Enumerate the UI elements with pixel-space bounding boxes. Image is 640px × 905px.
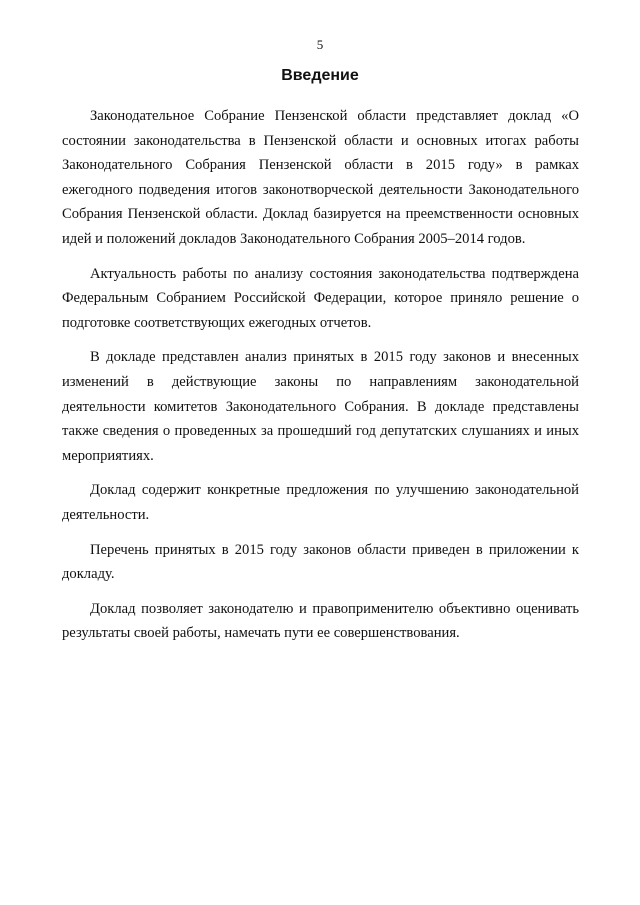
page-number: 5 [316, 37, 324, 52]
paragraph: Доклад позволяет законодателю и правоприменителю объективно оценивать результаты своей работы, намечать пути ее совершенствования. [62, 600, 579, 642]
paragraph: Перечень принятых в 2015 году законов области приведен в приложении к докладу. [62, 541, 579, 583]
document-body [62, 104, 579, 656]
paragraph: Законодательное Собрание Пензенской области представляет доклад «О состоянии законодательства в Пензенской области и основных итогах работы Законодательного Собрания Пензенской области в 2015 году» в рамках ежегодного подведения итогов законотворческой деятельности Законодательного Собрания Пензенской области. Доклад базируется на преемственности основных идей и положений докладов Законодательного Собрания 2005–2014 годов. [62, 108, 579, 247]
paragraph: В докладе представлен анализ принятых в 2015 году законов и внесенных изменений в действующие законы по направлениям законодательной деятельности комитетов Законодательного Собрания. В докладе представлены также сведения о проведенных за прошедший год депутатских слушаниях и иных мероприятиях. [62, 349, 579, 464]
paragraph: Доклад содержит конкретные предложения по улучшению законодательной деятельности. [62, 482, 579, 523]
section-heading: Введение [281, 67, 359, 84]
paragraph: Актуальность работы по анализу состояния законодательства подтверждена Федеральным Собранием Российской Федерации, которое приняло решение о подготовке соответствующих ежегодных отчетов. [62, 265, 579, 331]
